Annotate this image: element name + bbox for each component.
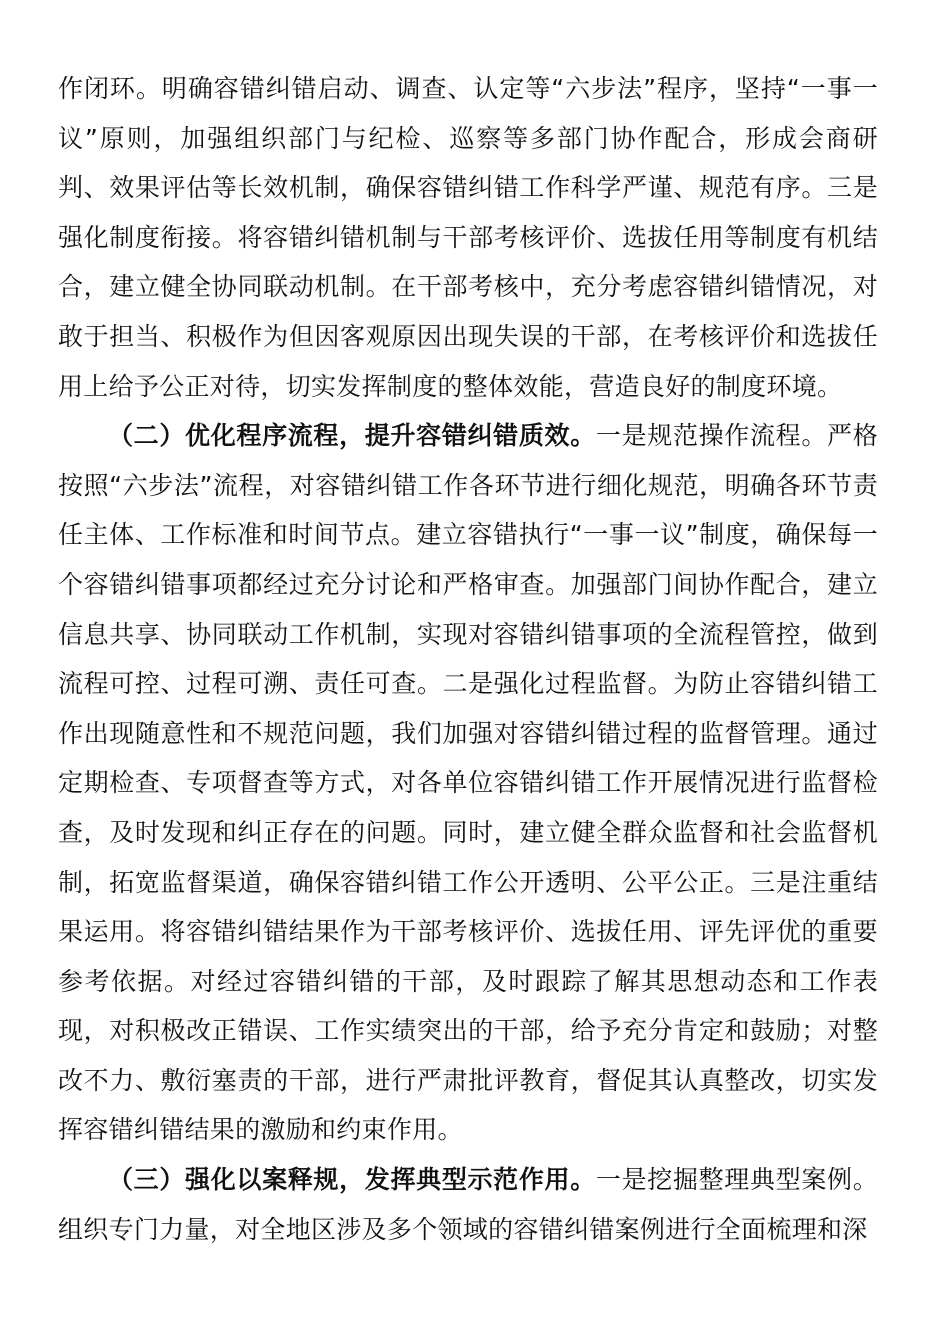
section-heading-3: （三）强化以案释规，发挥典型示范作用。 [108,1165,596,1195]
paragraph-3-text: 一是挖掘整理典型案例。组织专门力量，对全地区涉及多个领域的容错纠错案例进行全面梳理和深 [58,1165,878,1244]
paragraph-1-text: 作闭环。明确容错纠错启动、调查、认定等“六步法”程序，坚持“一事一议”原则，加强组织部门与纪检、巡察等多部门协作配合，形成会商研判、效果评估等长效机制，确保容错纠错工作科学严谨、规范有序。三是强化制度衔接。将容错纠错机制与干部考核评价、选拔任用等制度有机结合，建立健全协同联动机制。在干部考核中，充分考虑容错纠错情况，对敢于担当、积极作为但因客观原因出现失误的干部，在考核评价和选拔任用上给予公正对待，切实发挥制度的整体效能，营造良好的制度环境。 [58,74,878,401]
document-body [58,64,878,1254]
section-heading-2: （二）优化程序流程，提升容错纠错质效。 [108,421,596,451]
paragraph-3 [58,1155,878,1254]
paragraph-2-text: 一是规范操作流程。严格按照“六步法”流程，对容错纠错工作各环节进行细化规范，明确各环节责任主体、工作标准和时间节点。建立容错执行“一事一议”制度，确保每一个容错纠错事项都经过充分讨论和严格审查。加强部门间协作配合，建立信息共享、协同联动工作机制，实现对容错纠错事项的全流程管控，做到流程可控、过程可溯、责任可查。二是强化过程监督。为防止容错纠错工作出现随意性和不规范问题，我们加强对容错纠错过程的监督管理。通过定期检查、专项督查等方式，对各单位容错纠错工作开展情况进行监督检查，及时发现和纠正存在的问题。同时，建立健全群众监督和社会监督机制，拓宽监督渠道，确保容错纠错工作公开透明、公平公正。三是注重结果运用。将容错纠错结果作为干部考核评价、选拔任用、评先评优的重要参考依据。对经过容错纠错的干部，及时跟踪了解其思想动态和工作表现，对积极改正错误、工作实绩突出的干部，给予充分肯定和鼓励；对整改不力、敷衍塞责的干部，进行严肃批评教育，督促其认真整改，切实发挥容错纠错结果的激励和约束作用。 [58,421,878,1145]
paragraph-2 [58,411,878,1155]
paragraph-1 [58,64,878,411]
